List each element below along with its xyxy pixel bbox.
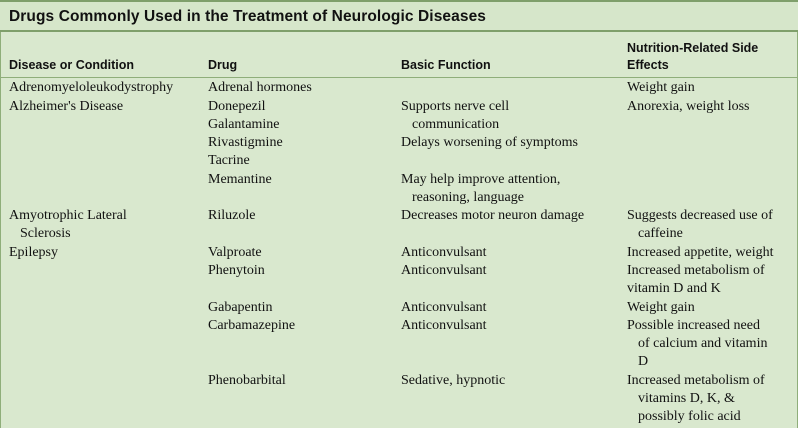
row-6-disease-line2: Sclerosis bbox=[20, 226, 71, 241]
row-10-side-line1: Possible increased need bbox=[627, 318, 760, 333]
row-6-side-line2: caffeine bbox=[638, 226, 683, 241]
row-8-side bbox=[627, 262, 765, 298]
table-title: Drugs Commonly Used in the Treatment of Neurologic Diseases bbox=[9, 8, 487, 25]
table-title-bar bbox=[0, 0, 798, 32]
row-1-function-line1: Supports nerve cell bbox=[401, 99, 510, 114]
row-7-disease: Epilepsy bbox=[9, 245, 58, 260]
row-10-side-line3: D bbox=[638, 354, 649, 369]
row-1-function bbox=[401, 98, 509, 134]
row-0-disease: Adrenomyeloleukodystrophy bbox=[9, 80, 174, 95]
row-6-disease bbox=[9, 207, 127, 243]
row-11-side-line1: Increased metabolism of bbox=[627, 373, 765, 388]
header-side-effects-line2: Effects bbox=[627, 58, 669, 72]
header-side-effects-line1: Nutrition-Related Side bbox=[627, 41, 759, 55]
row-11-side bbox=[627, 372, 765, 426]
row-6-disease-line1: Amyotrophic Lateral bbox=[9, 208, 127, 223]
row-2-drug: Galantamine bbox=[208, 117, 280, 132]
row-1-drug: Donepezil bbox=[208, 99, 266, 114]
row-9-side: Weight gain bbox=[627, 300, 695, 315]
header-drug: Drug bbox=[208, 58, 238, 72]
row-3-function: Delays worsening of symptoms bbox=[401, 135, 578, 150]
row-10-side bbox=[627, 317, 767, 371]
row-7-drug: Valproate bbox=[208, 245, 262, 260]
row-1-disease: Alzheimer's Disease bbox=[9, 99, 124, 114]
row-10-drug: Carbamazepine bbox=[208, 318, 296, 333]
row-8-drug: Phenytoin bbox=[208, 263, 265, 278]
row-6-side-line1: Suggests decreased use of bbox=[627, 208, 773, 223]
row-0-side: Weight gain bbox=[627, 80, 695, 95]
row-6-side bbox=[627, 207, 773, 243]
row-11-function: Sedative, hypnotic bbox=[401, 373, 506, 388]
row-8-function: Anticonvulsant bbox=[401, 263, 487, 278]
row-9-function: Anticonvulsant bbox=[401, 300, 487, 315]
row-1-function-line2: communication bbox=[412, 117, 500, 132]
row-3-drug: Rivastigmine bbox=[208, 135, 283, 150]
row-8-side-line2: vitamin D and K bbox=[627, 281, 721, 296]
row-7-side: Increased appetite, weight bbox=[627, 245, 774, 260]
row-9-drug: Gabapentin bbox=[208, 300, 273, 315]
header-side-effects bbox=[627, 40, 758, 74]
row-6-drug: Riluzole bbox=[208, 208, 256, 223]
row-11-side-line2: vitamins D, K, & bbox=[638, 391, 735, 406]
row-7-function: Anticonvulsant bbox=[401, 245, 487, 260]
row-5-drug: Memantine bbox=[208, 172, 272, 187]
row-10-side-line2: of calcium and vitamin bbox=[638, 336, 768, 351]
row-5-function-line1: May help improve attention, bbox=[401, 172, 561, 187]
row-1-side: Anorexia, weight loss bbox=[627, 99, 750, 114]
header-divider bbox=[0, 77, 798, 78]
row-5-function bbox=[401, 171, 560, 207]
row-0-drug: Adrenal hormones bbox=[208, 80, 312, 95]
row-10-function: Anticonvulsant bbox=[401, 318, 487, 333]
row-5-function-line2: reasoning, language bbox=[412, 190, 524, 205]
row-4-drug: Tacrine bbox=[208, 153, 250, 168]
row-11-side-line3: possibly folic acid bbox=[638, 409, 741, 424]
row-11-drug: Phenobarbital bbox=[208, 373, 286, 388]
row-6-function: Decreases motor neuron damage bbox=[401, 208, 585, 223]
header-disease: Disease or Condition bbox=[9, 58, 135, 72]
row-8-side-line1: Increased metabolism of bbox=[627, 263, 765, 278]
header-function: Basic Function bbox=[401, 58, 491, 72]
